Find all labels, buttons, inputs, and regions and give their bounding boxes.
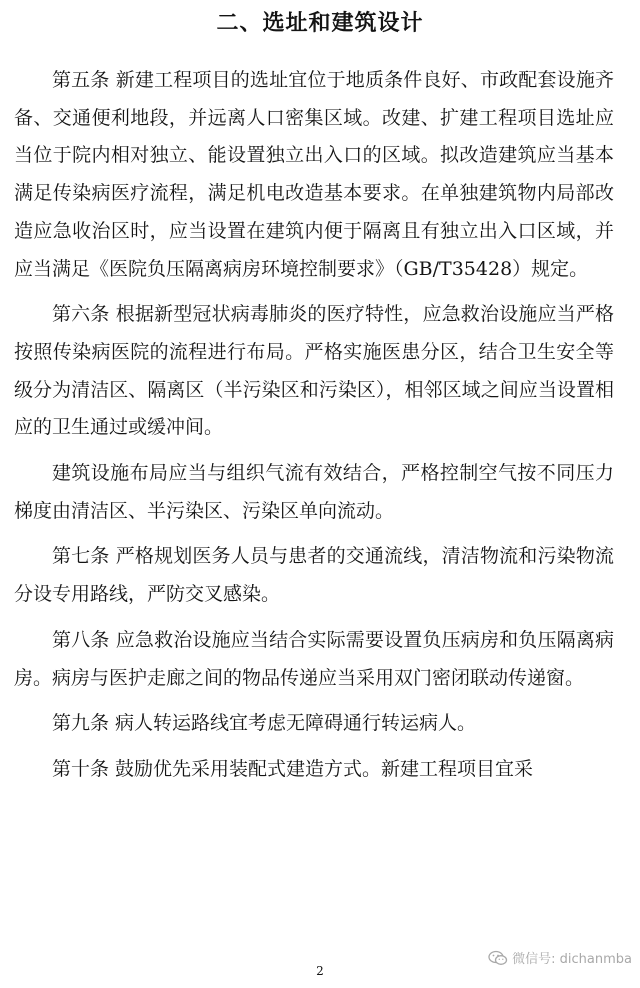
document-body <box>14 62 614 797</box>
paragraph-article-6: 第六条 根据新型冠状病毒肺炎的医疗特性，应急救治设施应当严格按照传染病医院的流程进行布局。严格实施医患分区，结合卫生安全等级分为清洁区、隔离区（半污染区和污染区），相邻区域之间应当设置相应的卫生通过或缓冲间。 <box>14 303 614 439</box>
paragraph-article-8: 第八条 应急救治设施应当结合实际需要设置负压病房和负压隔离病房。病房与医护走廊之间的物品传递应当采用双门密闭联动传递窗。 <box>14 628 614 689</box>
wechat-watermark <box>488 948 632 967</box>
wechat-icon <box>488 950 508 966</box>
paragraph-article-7: 第七条 严格规划医务人员与患者的交通流线，清洁物流和污染物流分设专用路线，严防交叉感染。 <box>14 545 614 606</box>
paragraph-airflow: 建筑设施布局应当与组织气流有效结合，严格控制空气按不同压力梯度由清洁区、半污染区、污染区单向流动。 <box>14 462 614 522</box>
paragraph-article-5: 第五条 新建工程项目的选址宜位于地质条件良好、市政配套设施齐备、交通便利地段，并远离人口密集区域。改建、扩建工程项目选址应当位于院内相对独立、能设置独立出入口的区域。拟改造建筑应当基本满足传染病医疗流程，满足机电改造基本要求。在单独建筑物内局部改造应急收治区时，应当设置在建筑内便于隔离且有独立出入口区域，并应当满足《医院负压隔离病房环境控制要求》（GB/T35428）规定。 <box>14 69 614 280</box>
paragraph-article-10: 第十条 鼓励优先采用装配式建造方式。新建工程项目宜采 <box>52 757 534 780</box>
paragraph-article-9: 第九条 病人转运路线宜考虑无障碍通行转运病人。 <box>52 712 477 735</box>
page-number: 2 <box>316 964 324 978</box>
section-heading: 二、选址和建筑设计 <box>216 11 424 36</box>
watermark-text: 微信号: dichanmba <box>512 952 632 967</box>
